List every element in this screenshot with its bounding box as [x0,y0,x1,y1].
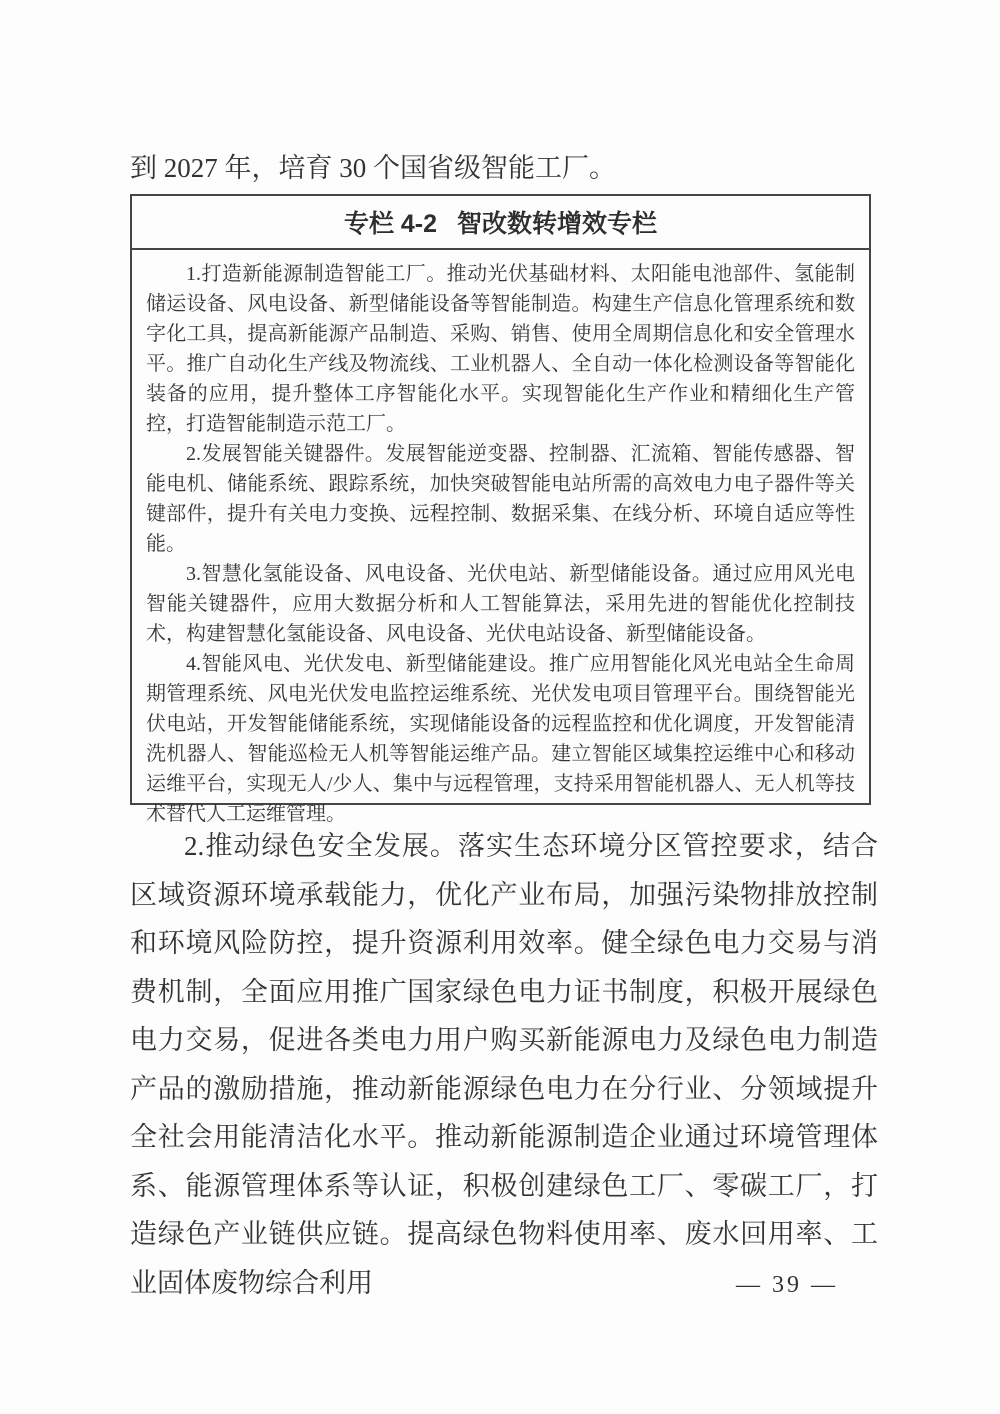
callout-box-title [132,196,869,250]
page-number: — 39 — [736,1272,838,1298]
callout-box [130,194,871,825]
callout-box-content [132,250,869,829]
callout-box-title-text: 智改数转增效专栏 [457,210,658,238]
callout-paragraph-4: 4.智能风电、光伏发电、新型储能建设。推广应用智能化风光电站全生命周期管理系统、风电光伏发电监控运维系统、光伏发电项目管理平台。围绕智能光伏电站，开发智能储能系统，实现储能设备的远程监控和优化调度，开发智能清洗机器人、智能巡检无人机等智能运维产品。建立智能区域集控运维中心和移动运维平台，实现无人/少人、集中与远程管理，支持采用智能机器人、无人机等技术替代人工运维管理。 [146,653,855,825]
callout-paragraph-2: 2.发展智能关键器件。发展智能逆变器、控制器、汇流箱、智能传感器、智能电机、储能系统、跟踪系统，加快突破智能电站所需的高效电力电子器件等关键部件，提升有关电力变换、远程控制、数据采集、在线分析、环境自适应等性能。 [146,443,855,555]
callout-paragraph-1: 1.打造新能源制造智能工厂。推动光伏基础材料、太阳能电池部件、氢能制储运设备、风电设备、新型储能设备等智能制造。构建生产信息化管理系统和数字化工具，提高新能源产品制造、采购、销售、使用全周期信息化和安全管理水平。推广自动化生产线及物流线、工业机器人、全自动一体化检测设备等智能化装备的应用，提升整体工序智能化水平。实现智能化生产作业和精细化生产管控，打造智能制造示范工厂。 [146,263,855,435]
callout-paragraph-3: 3.智慧化氢能设备、风电设备、光伏电站、新型储能设备。通过应用风光电智能关键器件，应用大数据分析和人工智能算法，采用先进的智能优化控制技术，构建智慧化氢能设备、风电设备、光伏电站设备、新型储能设备。 [146,563,855,645]
intro-line: 到 2027 年，培育 30 个国省级智能工厂。 [130,153,616,183]
body-paragraph: 2.推动绿色安全发展。落实生态环境分区管控要求，结合区域资源环境承载能力，优化产业布局，加强污染物排放控制和环境风险防控，提升资源利用效率。健全绿色电力交易与消费机制，全面应用推广国家绿色电力证书制度，积极开展绿色电力交易，促进各类电力用户购买新能源电力及绿色电力制造产品的激励措施，推动新能源绿色电力在分行业、分领域提升全社会用能清洁化水平。推动新能源制造企业通过环境管理体系、能源管理体系等认证，积极创建绿色工厂、零碳工厂，打造绿色产业链供应链。提高绿色物料使用率、废水回用率、工业固体废物综合利用 [130,831,878,1298]
callout-box-title-label: 专栏 4-2 [343,210,438,238]
